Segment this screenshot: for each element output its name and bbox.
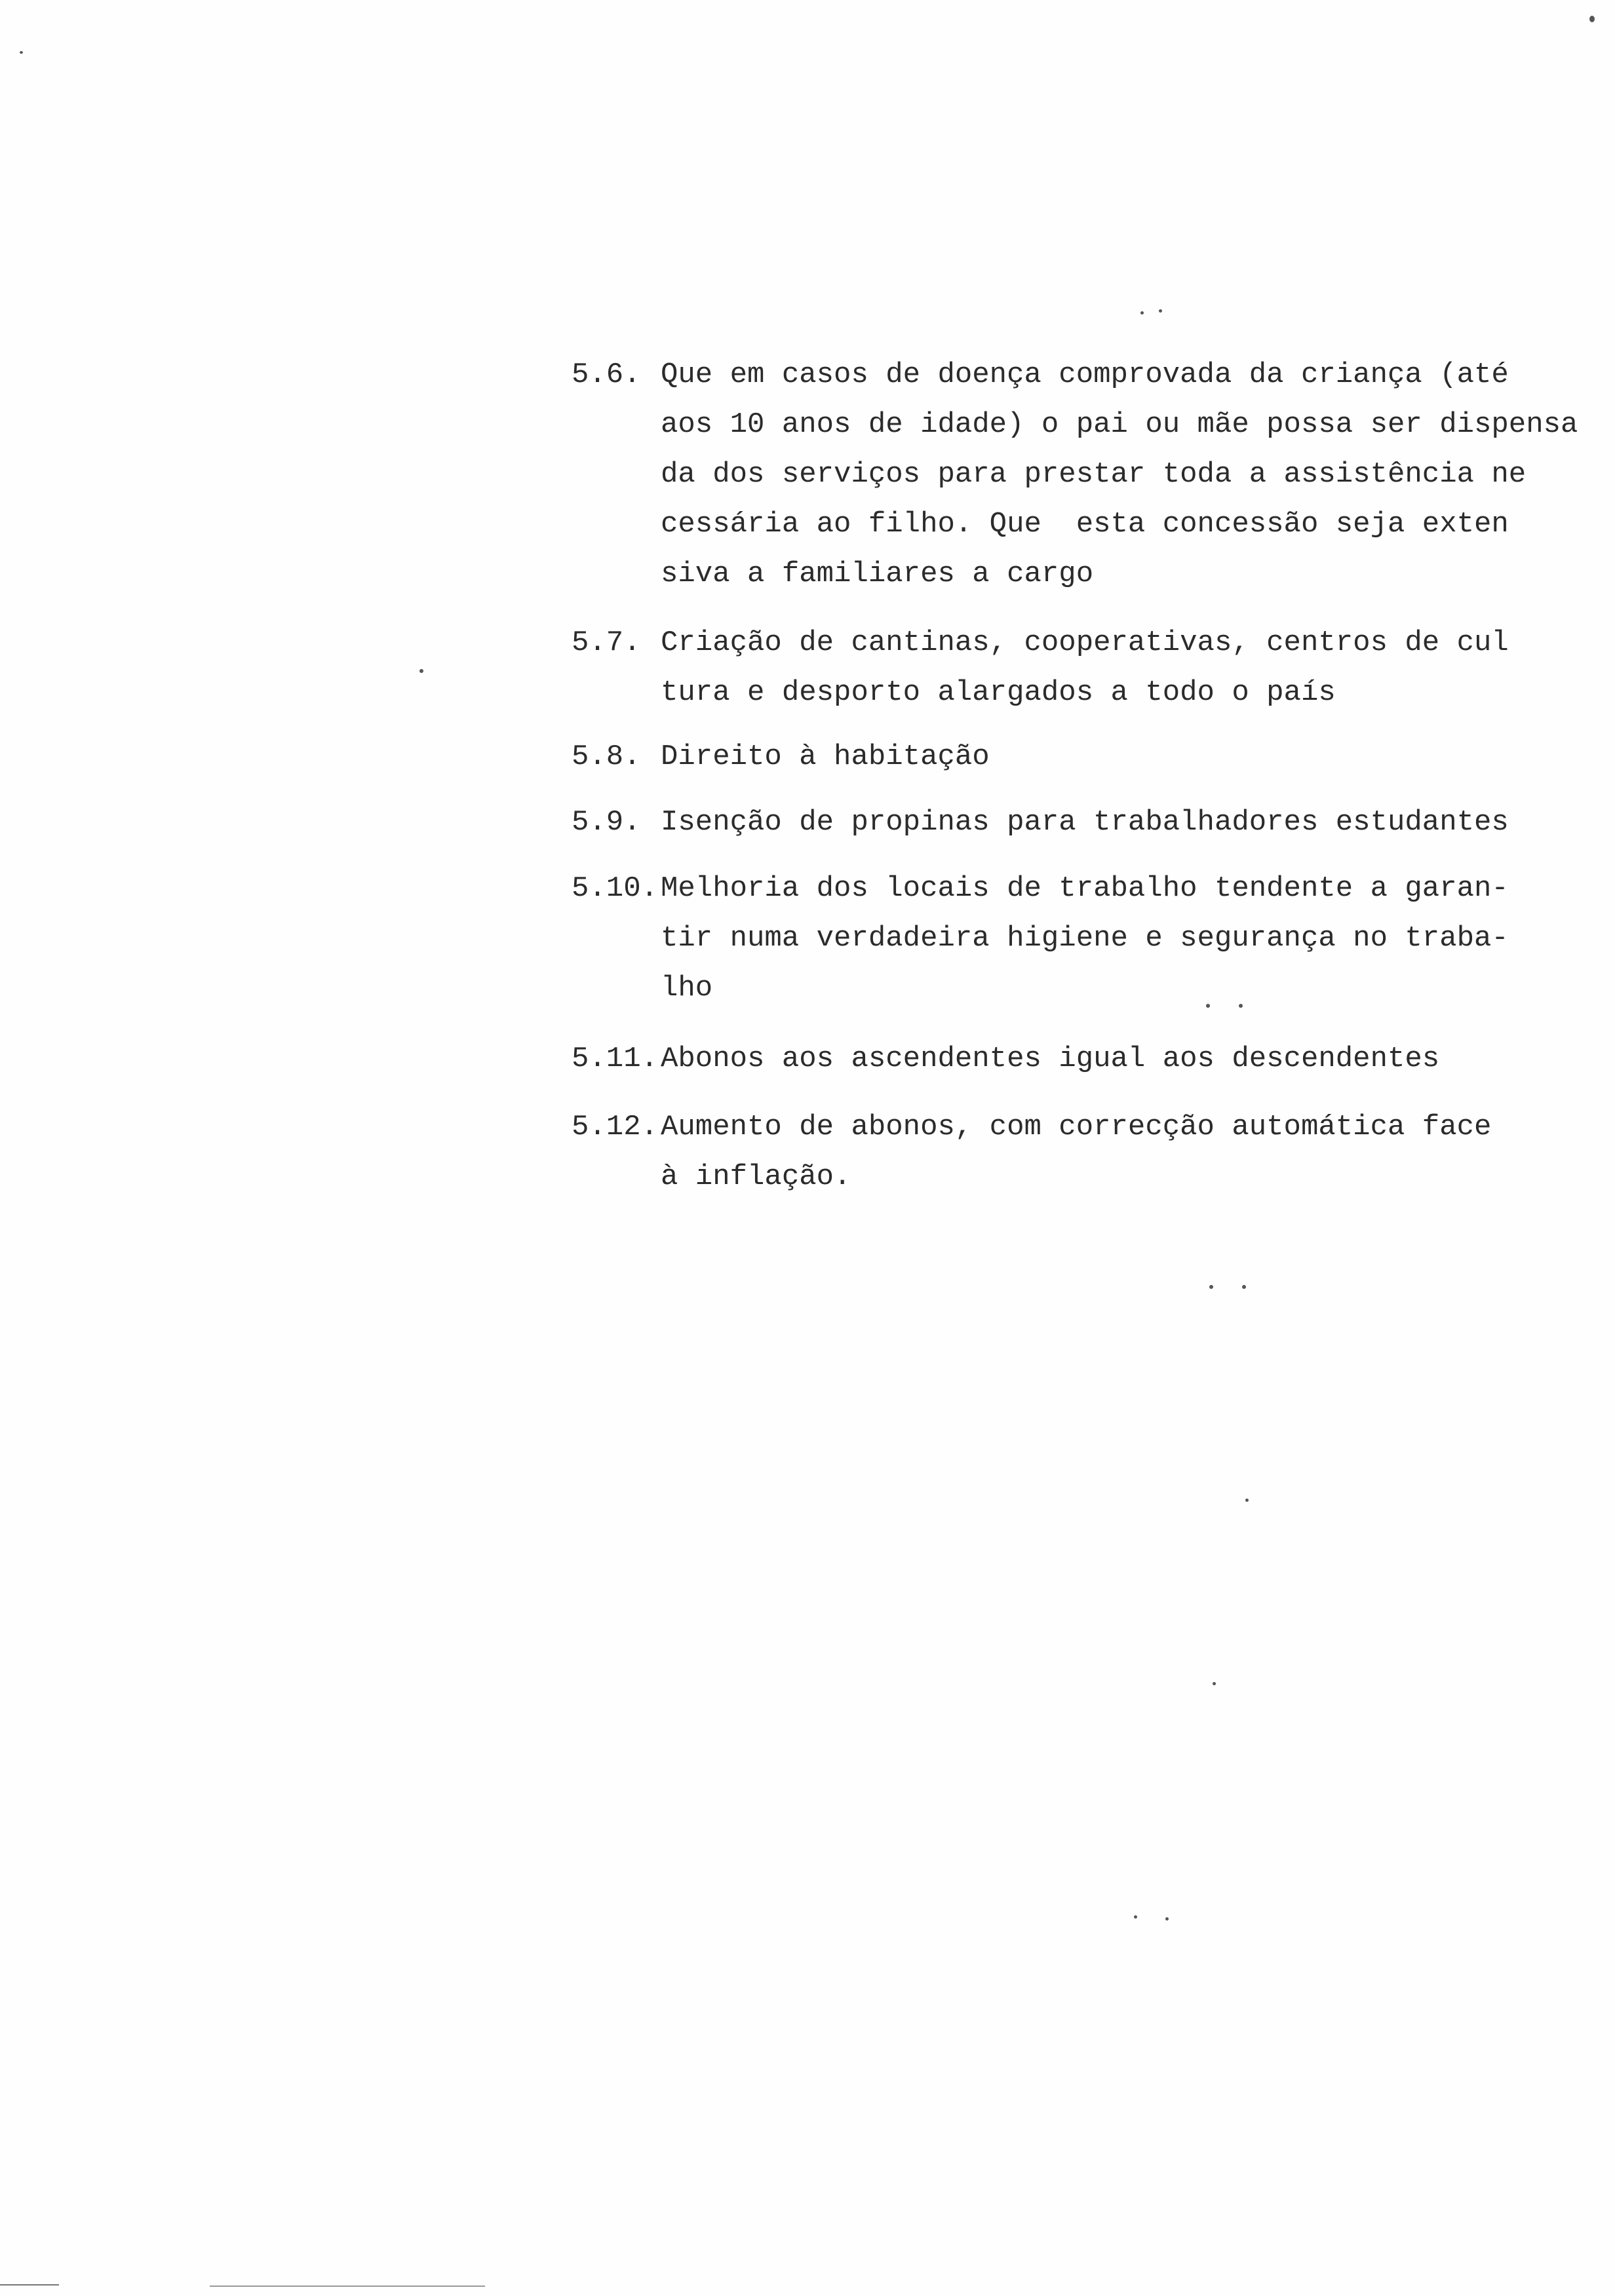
item-number: 5.6. — [572, 358, 641, 391]
item-line: da dos serviços para prestar toda a assistência ne — [661, 458, 1527, 491]
item-number: 5.10. — [572, 872, 659, 905]
list-item-5-8 — [572, 732, 1568, 782]
list-item-5-9 — [572, 797, 1568, 847]
scan-speck — [419, 669, 423, 673]
item-line: siva a familiares a cargo — [661, 558, 1094, 590]
scan-speck — [1589, 16, 1595, 22]
item-line: Isenção de propinas para trabalhadores estudantes — [661, 806, 1509, 839]
scan-edge-line — [0, 2284, 59, 2286]
item-line: Que em casos de doença comprovada da criança (até — [661, 358, 1509, 391]
item-line: cessária ao filho. Que esta concessão seja exten — [661, 508, 1509, 541]
item-number: 5.9. — [572, 806, 641, 839]
scan-edge-line — [210, 2286, 485, 2287]
item-line: Aumento de abonos, com correcção automática face — [661, 1111, 1492, 1143]
item-line: aos 10 anos de idade) o pai ou mãe possa ser dispensa — [661, 408, 1578, 441]
item-number: 5.7. — [572, 626, 641, 659]
item-number: 5.11. — [572, 1043, 659, 1075]
scan-speck — [1213, 1682, 1216, 1685]
item-line: Direito à habitação — [661, 740, 990, 773]
scan-speck — [20, 51, 23, 54]
scan-speck — [1245, 1499, 1249, 1502]
scan-speck — [1209, 1285, 1213, 1289]
scan-speck — [1159, 309, 1162, 313]
item-line: Criação de cantinas, cooperativas, centros de cul — [661, 626, 1509, 659]
item-number: 5.8. — [572, 740, 641, 773]
item-line: à inflação. — [661, 1160, 851, 1193]
list-item-5-6 — [572, 350, 1578, 599]
item-line: tura e desporto alargados a todo o país — [661, 676, 1336, 709]
scan-speck — [1165, 1917, 1169, 1921]
list-item-5-11 — [572, 1034, 1568, 1084]
list-item-5-10 — [572, 864, 1568, 1013]
list-item-5-7 — [572, 618, 1568, 718]
list-item-5-12 — [572, 1102, 1568, 1202]
item-line: Melhoria dos locais de trabalho tendente a garan- — [661, 872, 1509, 905]
item-line: Abonos aos ascendentes igual aos descendentes — [661, 1043, 1440, 1075]
scan-speck — [1140, 311, 1144, 315]
item-number: 5.12. — [572, 1111, 659, 1143]
item-line: lho — [661, 972, 713, 1004]
scan-speck — [1239, 1004, 1243, 1008]
scan-speck — [1206, 1004, 1210, 1008]
scan-speck — [1134, 1915, 1137, 1919]
item-line: tir numa verdadeira higiene e segurança no traba- — [661, 922, 1509, 955]
scan-speck — [1242, 1285, 1246, 1289]
